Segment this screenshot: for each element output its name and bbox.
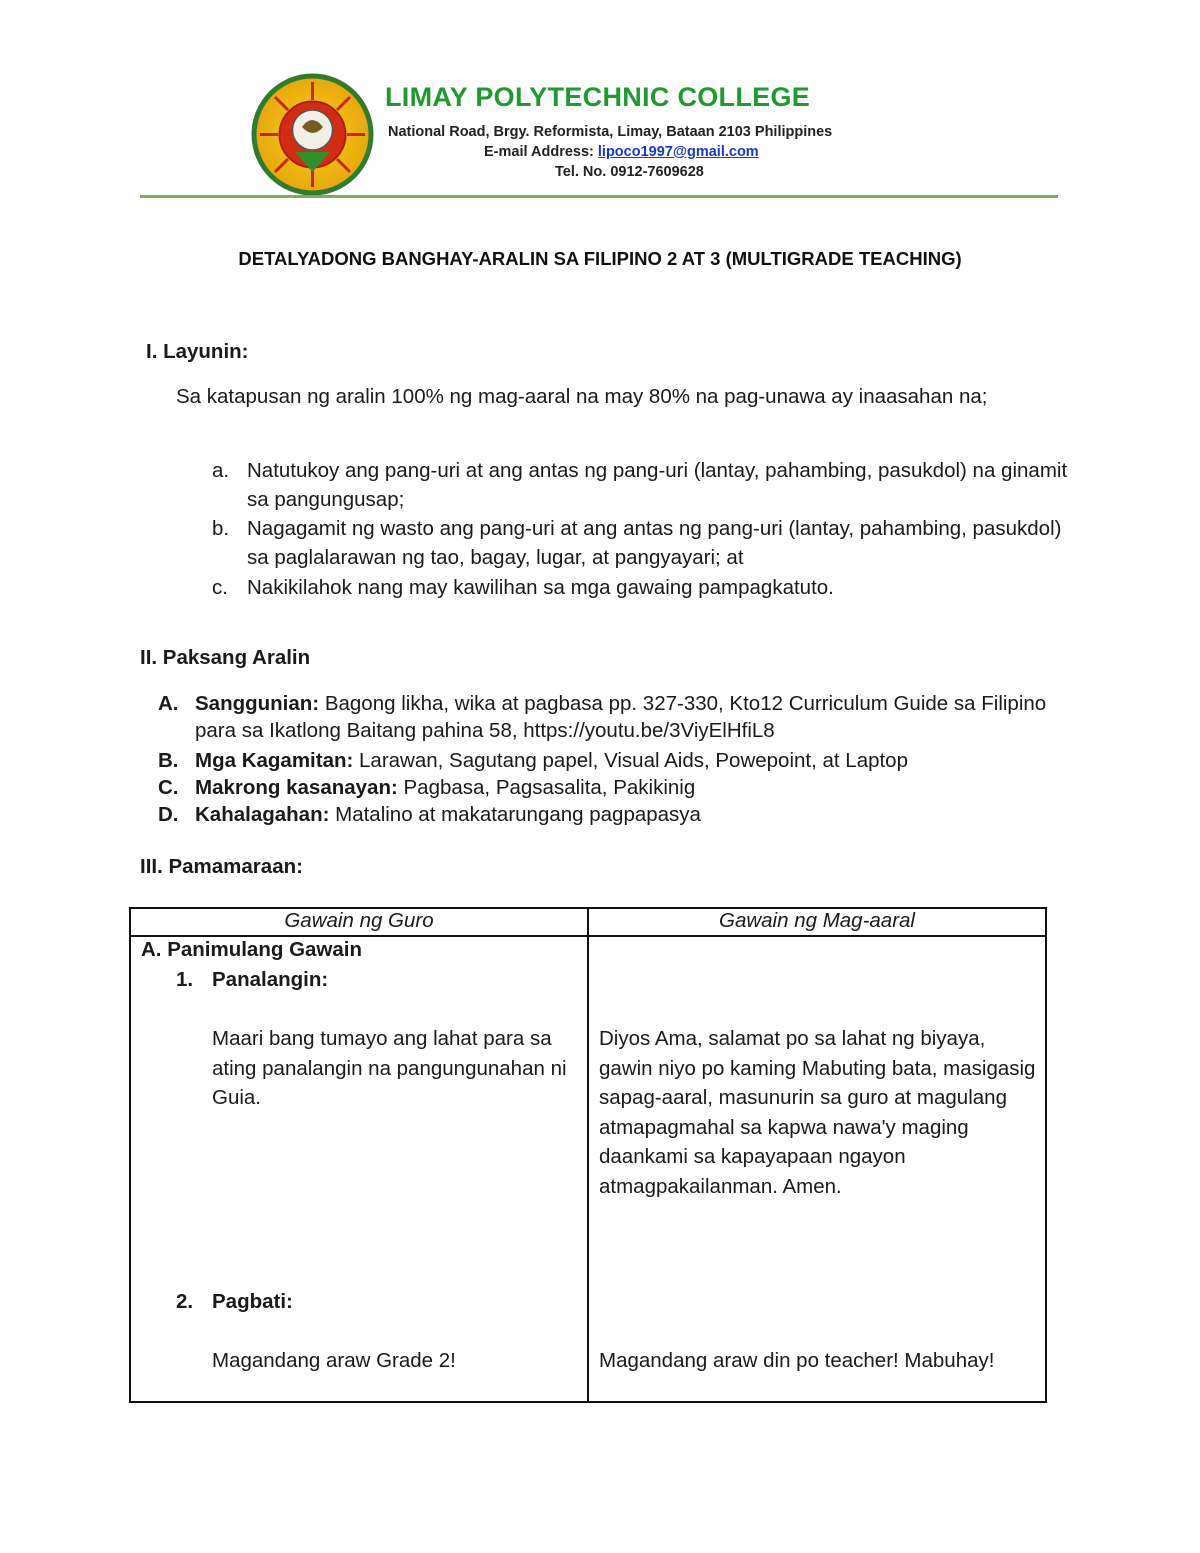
list-marker: A. bbox=[158, 692, 179, 715]
section-heading-layunin: I. Layunin: bbox=[146, 340, 249, 363]
step-title-panalangin: Panalangin: bbox=[212, 968, 329, 991]
topic-text bbox=[195, 746, 1075, 775]
student-activity-pagbati: Magandang araw din po teacher! Mabuhay! bbox=[599, 1349, 995, 1372]
section-heading-pamamaraan: III. Pamamaraan: bbox=[140, 855, 303, 878]
list-marker: b. bbox=[212, 517, 230, 540]
college-name: LIMAY POLYTECHNIC COLLEGE bbox=[385, 82, 811, 112]
table-header-divider bbox=[129, 935, 1047, 937]
college-address: National Road, Brgy. Reformista, Limay, Bataan 2103 Philippines bbox=[388, 124, 833, 140]
list-marker: a. bbox=[212, 459, 230, 482]
topic-text bbox=[195, 773, 1075, 802]
table-column-divider bbox=[587, 907, 589, 1403]
step-number: 2. bbox=[176, 1290, 194, 1313]
table-header-guro: Gawain ng Guro bbox=[284, 909, 434, 932]
topic-text bbox=[195, 800, 1075, 829]
topic-label: Kahalagahan: bbox=[195, 803, 330, 826]
college-seal-icon bbox=[250, 72, 375, 197]
objective-text: Natutukoy ang pang-uri at ang antas ng pang-uri (lantay, pahambing, pasukdol) na ginamit sa pangungusap; bbox=[247, 459, 1068, 511]
objective-text: Nakikilahok nang may kawilihan sa mga gawaing pampagkatuto. bbox=[247, 576, 834, 599]
topic-text bbox=[195, 690, 1075, 744]
step-title-pagbati: Pagbati: bbox=[212, 1290, 293, 1313]
email-label: E-mail Address: bbox=[484, 144, 598, 160]
objective-text: Nagagamit ng wasto ang pang-uri at ang antas ng pang-uri (lantay, pahambing, pasukdol) sa paglalarawan ng tao, bagay, lugar, at pangyayari; at bbox=[247, 517, 1062, 569]
topic-value: Pagbasa, Pagsasalita, Pakikinig bbox=[397, 776, 696, 799]
teacher-activity-pagbati: Magandang araw Grade 2! bbox=[212, 1349, 456, 1372]
part-a-heading: A. Panimulang Gawain bbox=[141, 938, 362, 961]
topic-label: Makrong kasanayan: bbox=[195, 776, 398, 799]
telephone-number: Tel. No. 0912-7609628 bbox=[555, 164, 704, 180]
topic-value: Bagong likha, wika at pagbasa pp. 327-330, Kto12 Curriculum Guide sa Filipino para sa Ikatlong Baitang pahina 58, https://youtu.be/3ViyElHfiL8 bbox=[195, 692, 1047, 742]
topic-value: Larawan, Sagutang papel, Visual Aids, Powepoint, at Laptop bbox=[353, 749, 908, 772]
header-divider bbox=[140, 195, 1058, 198]
table-header-mag-aaral: Gawain ng Mag-aaral bbox=[719, 909, 915, 932]
topic-label: Sanggunian: bbox=[195, 692, 320, 715]
step-number: 1. bbox=[176, 968, 194, 991]
document-title: DETALYADONG BANGHAY-ARALIN SA FILIPINO 2 AT 3 (MULTIGRADE TEACHING) bbox=[238, 248, 962, 269]
list-marker: c. bbox=[212, 576, 228, 599]
email-line bbox=[484, 144, 759, 160]
topic-label: Mga Kagamitan: bbox=[195, 749, 354, 772]
section-heading-paksang-aralin: II. Paksang Aralin bbox=[140, 646, 311, 669]
list-marker: D. bbox=[158, 803, 179, 826]
list-marker: B. bbox=[158, 749, 179, 772]
list-marker: C. bbox=[158, 776, 179, 799]
teacher-activity-panalangin: Maari bang tumayo ang lahat para sa ating panalangin na pangungunahan ni Guia. bbox=[212, 1027, 567, 1109]
student-activity-panalangin: Diyos Ama, salamat po sa lahat ng biyaya, gawin niyo po kaming Mabuting bata, masigasig sapag-aaral, masunurin sa guro at magulang atmapagmahal sa kapwa nawa'y maging daankami sa kapayapaan ngayon atmagpakailanman. Amen. bbox=[599, 1027, 1036, 1198]
objectives-intro: Sa katapusan ng aralin 100% ng mag-aaral na may 80% na pag-unawa ay inaasahan na; bbox=[176, 385, 988, 408]
email-link[interactable]: lipoco1997@gmail.com bbox=[597, 144, 759, 160]
topic-value: Matalino at makatarungang pagpapasya bbox=[329, 803, 701, 826]
